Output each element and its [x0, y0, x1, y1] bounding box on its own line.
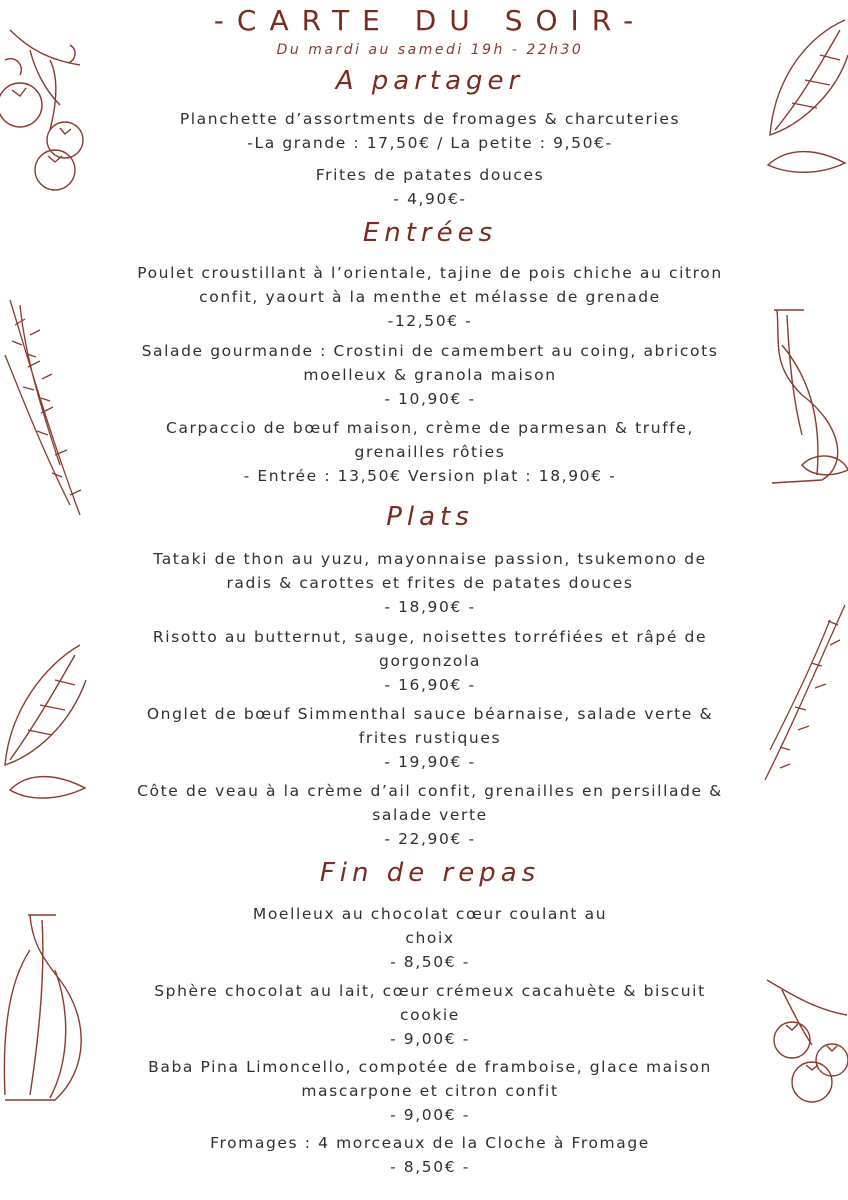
- section-title-plats: Plats: [386, 502, 474, 532]
- dish-price: - Entrée : 13,50€ Version plat : 18,90€ -: [243, 467, 617, 485]
- dish-line: Frites de patates douces: [315, 166, 545, 184]
- section-title-desserts: Fin de repas: [319, 858, 541, 888]
- dish-line: Baba Pina Limoncello, compotée de framboise, glace maison: [148, 1058, 712, 1076]
- dish-price: -La grande : 17,50€ / La petite : 9,50€-: [247, 134, 613, 152]
- dish-line: Salade gourmande : Crostini de camembert au coing, abricots: [141, 342, 719, 360]
- rosemary-illustration: [760, 600, 848, 785]
- rosemary-illustration: [0, 295, 86, 520]
- dish-price: - 10,90€ -: [384, 390, 476, 408]
- dish-price: - 8,50€ -: [390, 1158, 470, 1176]
- dish-price: - 18,90€ -: [384, 598, 476, 616]
- opening-hours: Du mardi au samedi 19h - 22h30: [276, 42, 584, 58]
- dish-line: confit, yaourt à la menthe et mélasse de grenade: [199, 288, 661, 306]
- garlic-illustration: [0, 910, 88, 1105]
- dish-line: radis & carottes et frites de patates douces: [226, 574, 634, 592]
- section-title-entrees: Entrées: [362, 218, 498, 248]
- dish-price: -12,50€ -: [387, 312, 473, 330]
- dish-price: - 19,90€ -: [384, 753, 476, 771]
- dish-price: - 22,90€ -: [384, 830, 476, 848]
- dish-line: Poulet croustillant à l’orientale, tajine de pois chiche au citron: [137, 264, 723, 282]
- dish-line: Carpaccio de bœuf maison, crème de parmesan & truffe,: [166, 419, 694, 437]
- dish-price: - 16,90€ -: [384, 676, 476, 694]
- menu-title: -CARTE DU SOIR-: [213, 4, 647, 37]
- dish-line: Moelleux au chocolat cœur coulant au: [252, 905, 608, 923]
- dish-line: gorgonzola: [379, 652, 481, 670]
- dish-line: salade verte: [372, 806, 488, 824]
- dish-line: Onglet de bœuf Simmenthal sauce béarnaise, salade verte &: [146, 705, 714, 723]
- dish-line: mascarpone et citron confit: [301, 1082, 559, 1100]
- dish-price: - 4,90€-: [393, 190, 467, 208]
- tomato-vine-illustration: [0, 20, 95, 195]
- garlic-illustration: [762, 305, 848, 485]
- dish-price: - 9,00€ -: [390, 1106, 470, 1124]
- dish-price: - 9,00€ -: [390, 1030, 470, 1048]
- dish-line: Côte de veau à la crème d’ail confit, grenailles en persillade &: [137, 782, 723, 800]
- dish-line: moelleux & granola maison: [303, 366, 557, 384]
- dish-line: Sphère chocolat au lait, cœur crémeux cacahuète & biscuit: [154, 982, 706, 1000]
- dish-line: Risotto au butternut, sauge, noisettes torréfiées et râpé de: [152, 628, 708, 646]
- dish-line: cookie: [400, 1006, 460, 1024]
- dish-line: frites rustiques: [358, 729, 502, 747]
- dish-line: grenailles rôties: [354, 443, 506, 461]
- leaf-illustration: [0, 640, 88, 805]
- dish-line: Fromages : 4 morceaux de la Cloche à Fromage: [210, 1134, 650, 1152]
- dish-line: Tataki de thon au yuzu, mayonnaise passion, tsukemono de: [153, 550, 707, 568]
- tomato-vine-illustration: [762, 970, 848, 1105]
- leaf-illustration: [760, 15, 848, 175]
- dish-line: Planchette d’assortments de fromages & charcuteries: [179, 110, 681, 128]
- section-title-partager: A partager: [335, 66, 525, 96]
- dish-price: - 8,50€ -: [390, 953, 470, 971]
- dish-line: choix: [405, 929, 455, 947]
